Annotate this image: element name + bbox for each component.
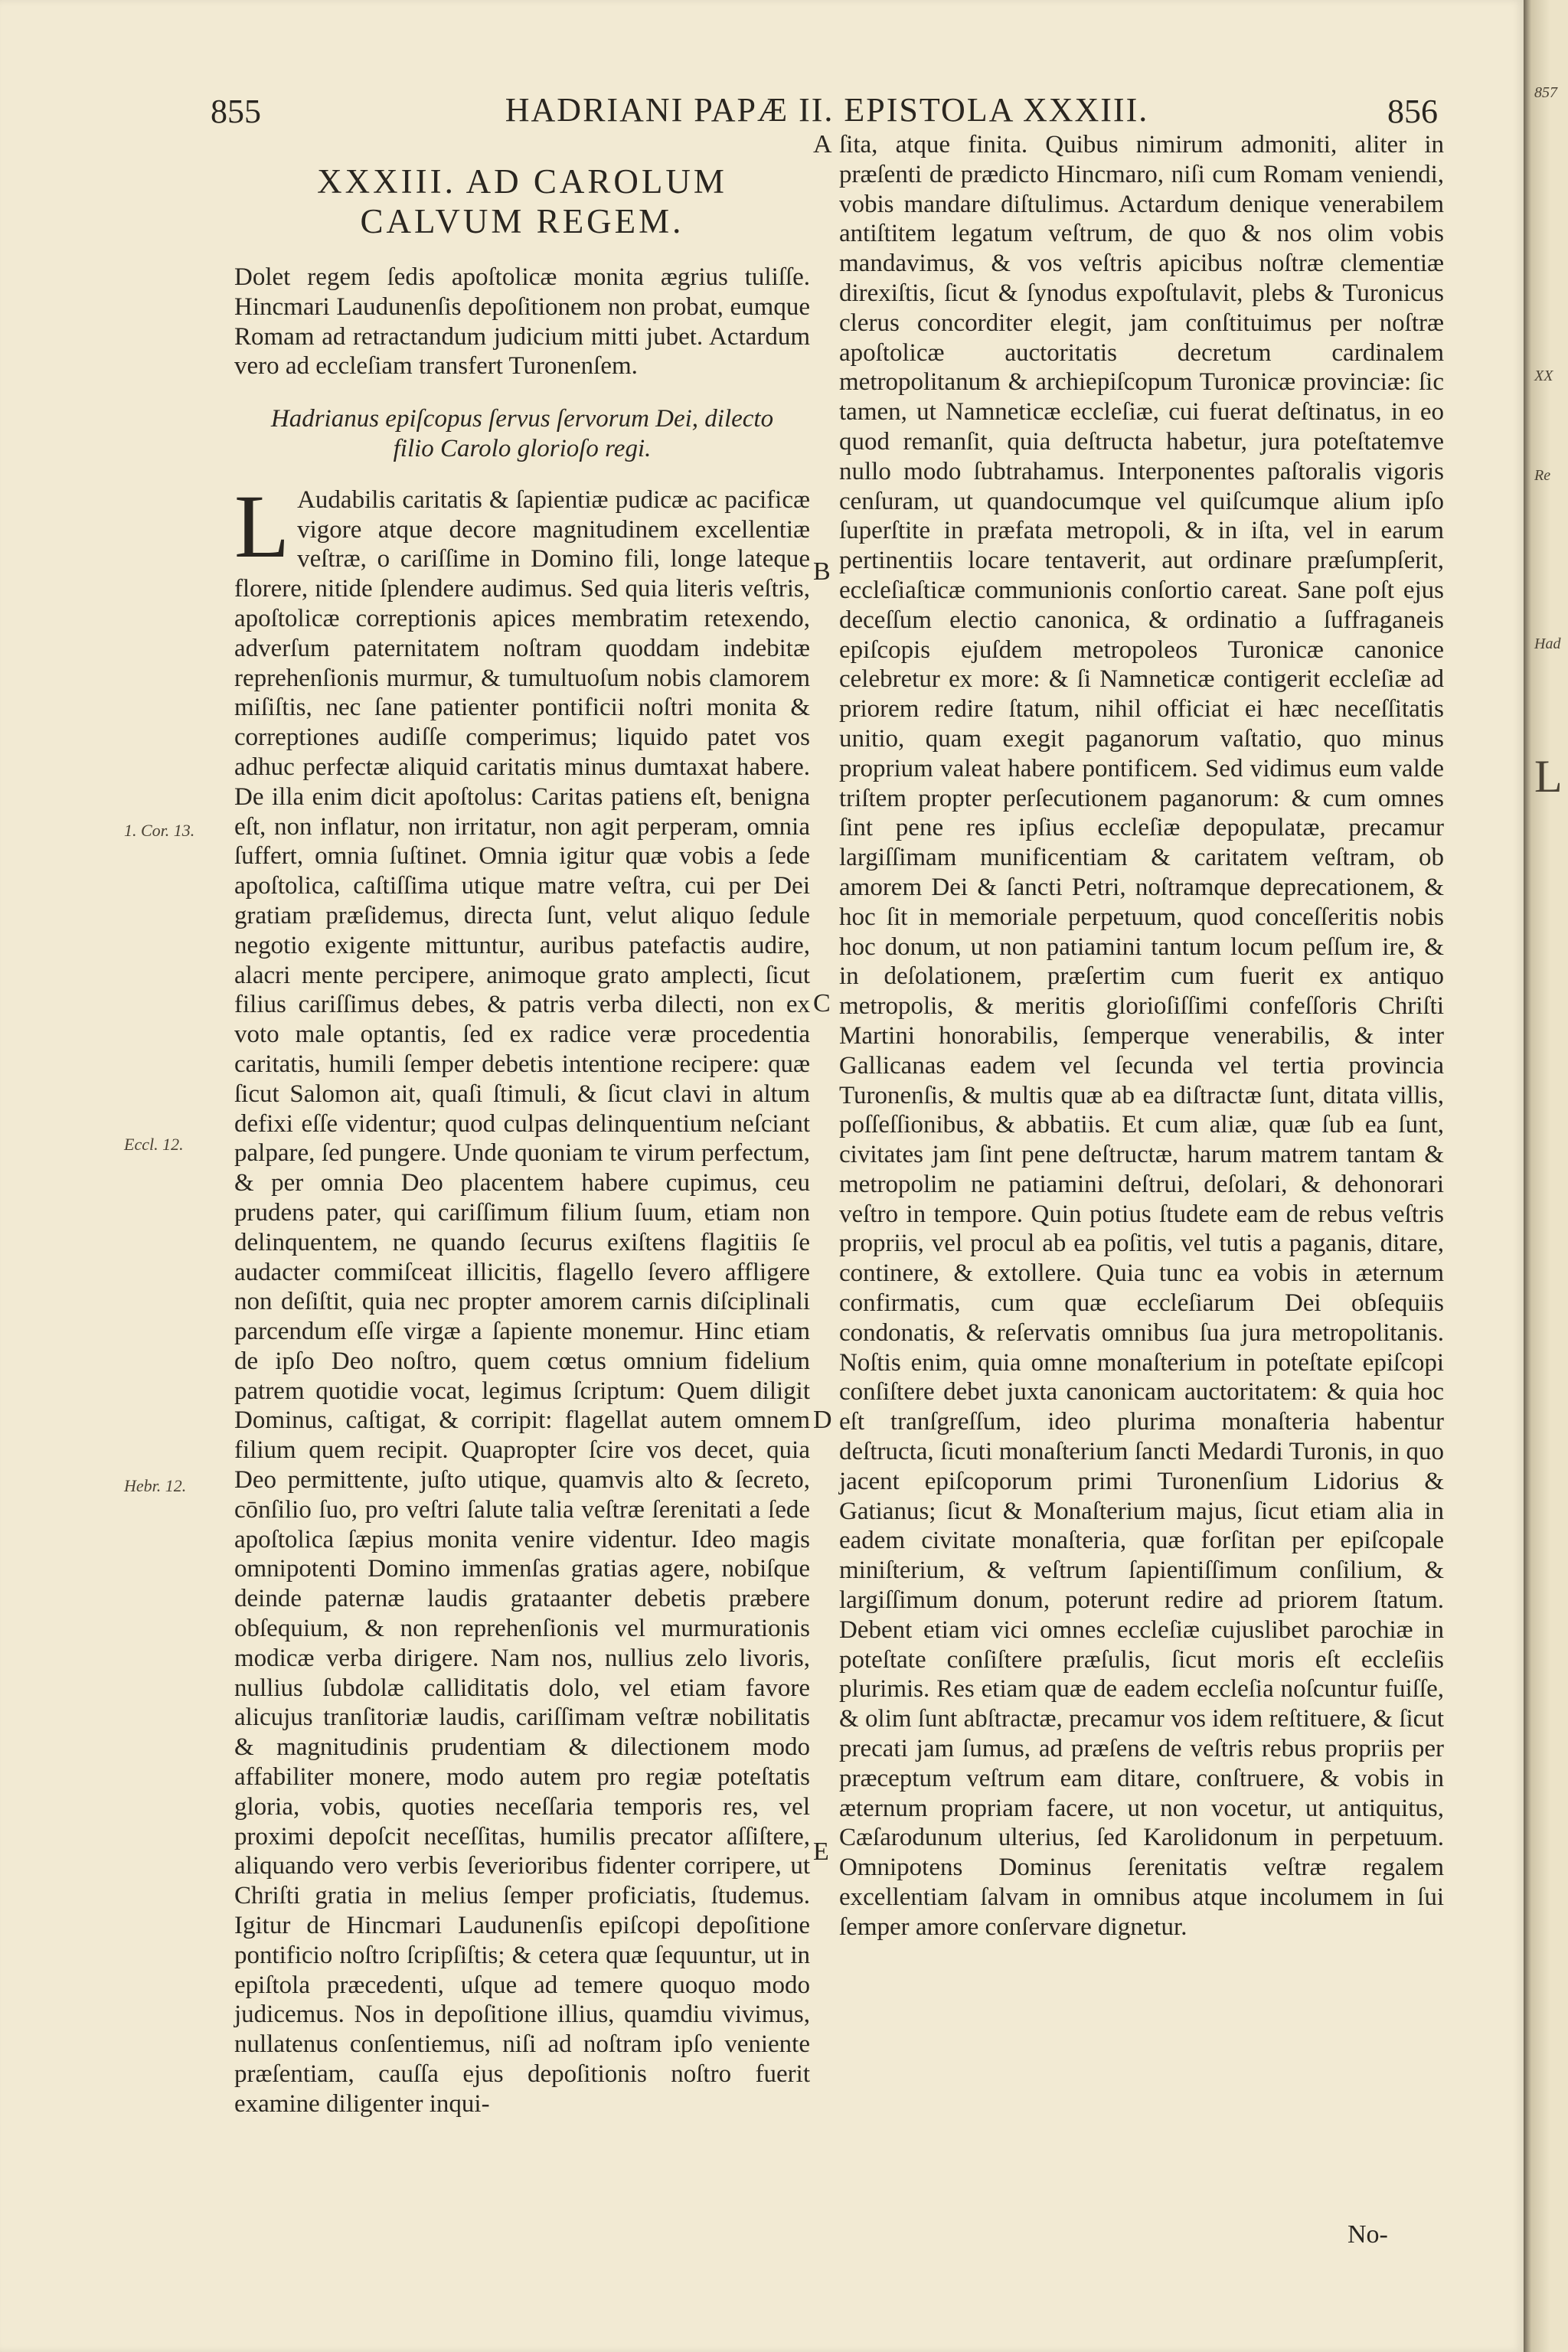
- section-letter-a: A: [813, 130, 832, 158]
- running-head: HADRIANI PAPÆ II. EPISTOLA XXXIII.: [505, 91, 1149, 129]
- section-letter-e: E: [813, 1838, 829, 1866]
- catchword: No-: [1348, 2220, 1388, 2249]
- margin-note-cor: 1. Cor. 13.: [124, 821, 195, 840]
- left-column: [234, 134, 810, 2119]
- section-letter-b: B: [813, 557, 831, 586]
- drop-cap: L: [234, 475, 290, 577]
- next-page-fragment: L: [1534, 751, 1563, 802]
- letter-summary: Dolet regem ſedis apoſtolicæ monita ægrius tuliſſe. Hincmari Laudunenſis depoſitionem non probat, eumque Romam ad retractandum judicium mitti jubet. Actardum vero ad eccleſiam transfert Turonenſem.: [234, 263, 810, 381]
- section-letter-c: C: [813, 989, 831, 1018]
- letter-heading: XXXIII. AD CAROLUM CALVUM REGEM.: [317, 162, 727, 240]
- next-page-fragment: Re: [1534, 467, 1551, 484]
- next-page-edge: [1524, 0, 1568, 2352]
- next-page-fragment: Had: [1534, 635, 1561, 652]
- margin-note-eccl: Eccl. 12.: [124, 1135, 184, 1154]
- letter-body-right: ſita, atque finita. Quibus nimirum admoniti, aliter in præſenti de prædicto Hincmaro, niſi cum Romam veniendi, vobis mandare diſtulimus. Actardum denique venerabilem antiſtitem legatum veſtrum, de quo & nos olim vobis mandavimus, & vos veſtris apicibus noſtræ clementiæ direxiſtis, ſicut & ſynodus expoſtulavit, plebs & Turonicus clerus concorditer elegit, jam conſtituimus per noſtræ apoſtolicæ auctoritatis decretum cardinalem metropolitanum & archiepiſcopum Turonicæ provinciæ: ſic tamen, ut Namneticæ eccleſiæ, cui fuerat deſtinatus, in eo quod remanſit, quia deſtructa habetur, jura poteſtatemve nullo modo ſubtrahamus. Interponentes paſtoralis vigoris cenſuram, ut quandocumque vel quiſcumque alium ipſo ſuperſtite in præfata metropoli, & in iſta, vel in earum pertinentiis locare tentaverit, aut ordinare præſumpſerit, eccleſiaſticæ communionis conſortio careat. Sane poſt ejus deceſſum electio canonica, & ordinatio a ſuffraganeis epiſcopis ejuſdem metropoleos Turonicæ canonice celebretur ex more: & ſi Namneticæ contigerit eccleſiæ ad priorem redire ſtatum, nihil officiat ei hæc neceſſitatis unitio, quam exegit paganorum vaſtatio, quo minus proprium valeat habere pontificem. Sed vidimus eum valde triſtem propter perſecutionem paganorum: & cum omnes ſint pene res ipſius eccleſiæ depopulatæ, precamur largiſſimam munificentiam & caritatem veſtram, ob amorem Dei & ſancti Petri, noſtramque deprecationem, & hoc ſit in memoriale perpetuum, quod conceſſeritis nobis hoc donum, ut non patiamini tantum locum peſſum ire, & in deſolationem, præſertim cum fuerit ex antiquo metropolis, & meritis glorioſiſſimi confeſſoris Chriſti Martini honorabilis, ſemperque venerabilis, & inter Gallicanas eadem vel ſecunda vel tertia provincia Turonenſis, & multis quæ ab ea diſtractæ ſunt, ditata villis, poſſeſſionibus, & abbatiis. Et cum aliæ, quæ ſub ea ſunt, civitates jam ſint pene deſtructæ, harum matrem tantam & metropolim ne patiamini deſtrui, deſolari, & dehonorari veſtro in tempore. Quin potius ſtudete eam de rebus veſtris propriis, vel procul ab ea poſitis, vel tutis a paganis, ditare, continere, & extollere. Quia tunc ea vobis in æternum confirmatis, cum quæ eccleſiarum Dei obſequiis condonatis, & reſervatis omnibus ſua jura metropolitanis. Noſtis enim, quia omne monaſterium in poteſtate epiſcopi conſiſtere debet juxta canonicam auctoritatem: & quia hoc eſt tranſgreſſum, ideo plurima monaſteria habentur deſtructa, ſicuti monaſterium ſancti Medardi Turonis, in quo jacent epiſcoporum primi Turonenſium Lidorius & Gatianus; ſicut & Monaſterium majus, ſicut etiam alia in eadem civitate monaſteria, quæ forſitan per epiſcopale miniſterium, & veſtrum ſapientiſſimum conſilium, & largiſſimum donum, poterunt redire ad priorem ſtatum. Debent etiam vici omnes eccleſiæ cujuslibet parochiæ in poteſtate conſiſtere præſulis, ſicut moris eſt eccleſiis plurimis. Res etiam quæ de eadem eccleſia noſcuntur fuiſſe, & olim ſunt abſtractæ, precamur vos idem reſtituere, & ſicut precati jam ſumus, ad præſens de veſtris rebus propriis per præceptum veſtrum eam ditare, conſtruere, & vobis in æternum propriam facere, ut non vocetur, ut antiquitus, Cæſarodunum ulterius, ſed Karolidonum in perpetuum. Omnipotens Dominus ſerenitatis veſtræ regalem excellentiam ſalvam in omnibus atque incolumem in ſui ſemper amore conſervare dignetur.: [839, 131, 1444, 1941]
- letter-salutation: Hadrianus epiſcopus ſervus ſervorum Dei, dilecto filio Carolo glorioſo regi.: [270, 405, 774, 462]
- page-number-right: 856: [1387, 93, 1438, 130]
- right-column: [839, 130, 1444, 1942]
- next-page-fragment: XX: [1534, 368, 1553, 384]
- next-page-fragment: 857: [1534, 84, 1557, 101]
- page-number-left: 855: [211, 93, 261, 130]
- section-letter-d: D: [813, 1406, 832, 1434]
- margin-note-hebr: Hebr. 12.: [124, 1476, 187, 1495]
- letter-body-left: Audabilis caritatis & ſapientiæ pudicæ ac pacificæ vigore atque decore magnitudinem excellentiæ veſtræ, o cariſſime in Domino fili, longe lateque florere, nitide ſplendere audimus. Sed quia literis veſtris, apoſtolicæ correptionis apices membratim retexendo, adverſum paternitatem noſtram quoddam indebitæ reprehenſionis murmur, & tumultuoſum nobis clamorem miſiſtis, nec ſane patienter pontificii noſtri monita & correptiones audiſſe comperimus; liquido patet vos adhuc perfectæ aliquid caritatis minus dumtaxat habere. De illa enim dicit apoſtolus: Caritas patiens eſt, benigna eſt, non inflatur, non irritatur, non agit perperam, omnia ſuffert, omnia ſuſtinet. Omnia igitur quæ vobis a ſede apoſtolica, caſtiſſima utique matre veſtra, cui per Dei gratiam præſidemus, directa ſunt, velut aliquo ſedule negotio exigente mittuntur, auribus patefactis audire, alacri mente percipere, animoque grato amplecti, ſicut filius cariſſimus debes, & patris verba dilecti, non ex voto male optantis, ſed ex radice veræ procedentia caritatis, humili ſemper debetis intentione recipere: quæ ſicut Salomon ait, quaſi ſtimuli, & ſicut clavi in altum defixi eſſe videntur; quod culpas delinquentium neſciant palpare, ſed pungere. Unde quoniam te virum perfectum, & per omnia Deo placentem habere cupimus, ceu prudens pater, qui cariſſimum filium ſuum, etiam non delinquentem, ne quando ſecurus exiſtens flagitiis ſe audacter commiſceat illicitis, flagello ſevero affligere non deſiſtit, quia nec propter amorem carnis diſciplinali parcendum eſſe virgæ a ſapiente monemur. Hinc etiam de ipſo Deo noſtro, quem cœtus omnium fidelium patrem quotidie vocat, legimus ſcriptum: Quem diligit Dominus, caſtigat, & corripit: flagellat autem omnem filium quem recipit. Quapropter ſcire vos decet, quia Deo permittente, juſto utique, quamvis alto & ſecreto, cōnſilio ſuo, pro veſtri ſalute talia veſtræ ſerenitati a ſede apoſtolica ſæpius monita venire videntur. Ideo magis omnipotenti Domino immenſas gratias agere, nobiſque deinde paternæ laudis grataanter debetis præbere obſequium, & non reprehenſionis vel murmurationis modicæ verba dirigere. Nam nos, nullius zelo livoris, nullius ſubdolæ calliditatis dolo, vel etiam favore alicujus tranſitoriæ laudis, cariſſimam veſtræ nobilitatis & magnitudinis prudentiam & dilectionem modo affabiliter monere, modo autem pro regiæ poteſtatis gloria, vobis, quoties neceſſaria temporis res, vel proximi depoſcit neceſſitas, humilis precator aſſiſtere, aliquando vero verbis ſeverioribus fidenter corripere, ut Chriſti gratia in melius ſemper proficiatis, ſtudemus. Igitur de Hincmari Laudunenſis epiſcopi depoſitione pontificio noſtro ſcripſiſtis; & cetera quæ ſequuntur, ut in epiſtola præcedenti, uſque ad temere quoquo modo judicemus. Nos in depoſitione illius, quamdiu vivimus, nullatenus conſentiemus, niſi ad noſtram ipſo veniente præſentiam, cauſſa ejus depoſitionis noſtro fuerit examine diligenter inqui-: [234, 485, 810, 2118]
